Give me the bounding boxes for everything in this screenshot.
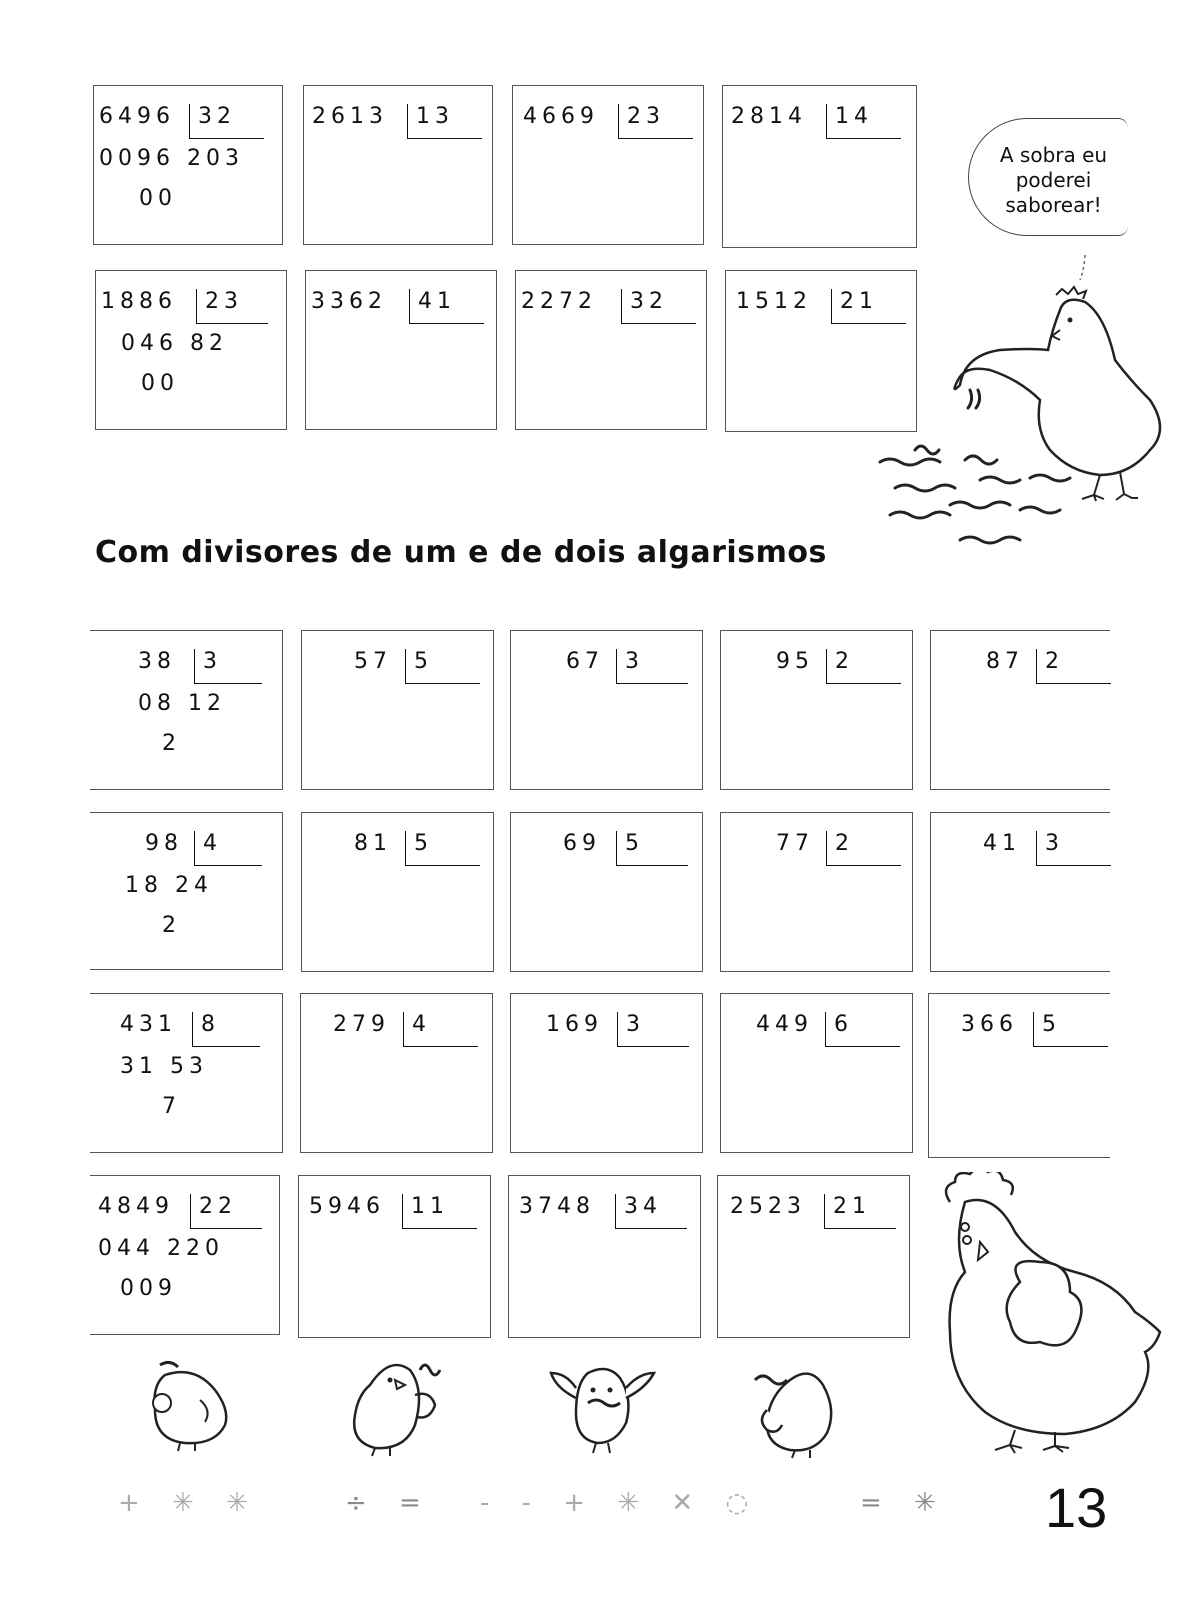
work-line-1: 31 53 — [120, 1054, 208, 1079]
work-line-1: 046 82 — [121, 331, 228, 356]
division-bracket — [825, 1046, 900, 1047]
division-box[interactable] — [928, 993, 1110, 1158]
dividend: 67 — [566, 649, 604, 674]
division-bracket — [403, 1046, 478, 1047]
dividend: 81 — [354, 831, 392, 856]
division-box[interactable] — [298, 1175, 491, 1338]
ornament-strip-mid: ÷ = — [345, 1488, 433, 1518]
dividend: 87 — [986, 649, 1024, 674]
division-bracket — [405, 865, 480, 866]
speech-line-3: saborear! — [1005, 193, 1102, 217]
division-box[interactable] — [305, 270, 497, 430]
division-bracket — [618, 138, 693, 139]
division-box[interactable] — [90, 1175, 280, 1335]
divisor: 5 — [616, 831, 644, 865]
division-box[interactable] — [90, 630, 283, 790]
divisor: 3 — [616, 649, 644, 683]
division-bracket — [402, 1228, 477, 1229]
chick-illustration-2 — [340, 1350, 450, 1460]
divisor: 2 — [826, 831, 854, 865]
work-line-2: 00 — [139, 186, 177, 211]
dividend: 6496 — [99, 104, 175, 129]
division-box[interactable] — [303, 85, 493, 245]
divisor: 3 — [1036, 831, 1064, 865]
divisor: 23 — [196, 289, 243, 323]
divisor: 34 — [615, 1194, 662, 1228]
dividend: 98 — [145, 831, 183, 856]
dividend: 169 — [546, 1012, 603, 1037]
dividend: 431 — [120, 1012, 177, 1037]
chick-illustration-3 — [548, 1358, 663, 1458]
division-bracket — [405, 683, 480, 684]
dividend: 5946 — [309, 1194, 385, 1219]
division-bracket — [407, 138, 482, 139]
division-bracket — [196, 323, 268, 324]
division-box[interactable] — [510, 630, 703, 790]
dividend: 2613 — [312, 104, 388, 129]
division-bracket — [194, 865, 262, 866]
work-line-1: 18 24 — [125, 873, 213, 898]
page-number: 13 — [1045, 1476, 1108, 1539]
work-line-1: 044 220 — [98, 1236, 224, 1261]
dividend: 2523 — [730, 1194, 806, 1219]
divisor: 5 — [405, 649, 433, 683]
division-box[interactable] — [90, 812, 283, 970]
dividend: 4669 — [523, 104, 599, 129]
divisor: 13 — [407, 104, 454, 138]
work-line-2: 009 — [120, 1276, 177, 1301]
dividend: 2814 — [731, 104, 807, 129]
dividend: 3748 — [519, 1194, 595, 1219]
division-bracket — [826, 865, 901, 866]
dividend: 77 — [776, 831, 814, 856]
division-box[interactable] — [300, 993, 493, 1153]
divisor: 21 — [831, 289, 878, 323]
division-box[interactable] — [93, 85, 283, 245]
divisor: 5 — [405, 831, 433, 865]
work-line-2: 00 — [141, 371, 179, 396]
dividend: 366 — [961, 1012, 1018, 1037]
work-line-1: 08 12 — [138, 691, 226, 716]
division-box[interactable] — [930, 630, 1110, 790]
divisor: 4 — [403, 1012, 431, 1046]
big-hen-illustration — [935, 1172, 1165, 1457]
dividend: 1512 — [736, 289, 812, 314]
division-box[interactable] — [512, 85, 704, 245]
dividend: 41 — [983, 831, 1021, 856]
dividend: 38 — [138, 649, 176, 674]
division-box[interactable] — [95, 270, 287, 430]
division-bracket — [826, 683, 901, 684]
divisor: 2 — [826, 649, 854, 683]
chick-illustration-4 — [745, 1355, 855, 1460]
division-bracket — [192, 1046, 260, 1047]
division-box[interactable] — [720, 993, 913, 1153]
division-bracket — [616, 865, 688, 866]
dividend: 3362 — [311, 289, 387, 314]
division-box[interactable] — [717, 1175, 910, 1338]
divisor: 3 — [617, 1012, 645, 1046]
division-box[interactable] — [301, 812, 494, 972]
division-box[interactable] — [720, 630, 913, 790]
speech-bubble — [968, 118, 1128, 236]
ornament-strip-far: = ✳ — [860, 1488, 948, 1518]
chick-illustration-1 — [140, 1355, 240, 1455]
divisor: 21 — [824, 1194, 871, 1228]
hen-eating-worms-illustration — [870, 240, 1170, 560]
dividend: 57 — [354, 649, 392, 674]
dividend: 2272 — [521, 289, 597, 314]
division-box[interactable] — [508, 1175, 701, 1338]
speech-line-1: A sobra eu — [999, 143, 1108, 167]
divisor: 4 — [194, 831, 222, 865]
divisor: 14 — [826, 104, 873, 138]
division-bracket — [194, 683, 262, 684]
division-box[interactable] — [515, 270, 707, 430]
division-bracket — [1033, 1046, 1108, 1047]
division-box[interactable] — [722, 85, 917, 248]
ornament-strip-left: + ✳ ✳ — [118, 1488, 260, 1518]
division-bracket — [616, 683, 688, 684]
division-box[interactable] — [510, 993, 703, 1153]
work-line-2: 7 — [162, 1094, 181, 1119]
divisor: 6 — [825, 1012, 853, 1046]
division-bracket — [824, 1228, 896, 1229]
division-bracket — [615, 1228, 687, 1229]
dividend: 95 — [776, 649, 814, 674]
dividend: 69 — [563, 831, 601, 856]
division-box[interactable] — [930, 812, 1110, 972]
speech-line-2: poderei — [1015, 168, 1092, 192]
divisor: 32 — [189, 104, 236, 138]
dividend: 449 — [756, 1012, 813, 1037]
division-box[interactable] — [301, 630, 494, 790]
divisor: 32 — [621, 289, 668, 323]
division-bracket — [190, 1228, 262, 1229]
work-line-1: 0096 203 — [99, 146, 244, 171]
divisor: 23 — [618, 104, 665, 138]
division-box[interactable] — [720, 812, 913, 972]
division-bracket — [409, 323, 484, 324]
divisor: 22 — [190, 1194, 237, 1228]
division-bracket — [617, 1046, 689, 1047]
division-box[interactable] — [90, 993, 283, 1153]
division-bracket — [621, 323, 696, 324]
division-bracket — [1036, 865, 1111, 866]
division-bracket — [189, 138, 264, 139]
divisor: 11 — [402, 1194, 449, 1228]
divisor: 2 — [1036, 649, 1064, 683]
dividend: 1886 — [101, 289, 177, 314]
dividend: 4849 — [98, 1194, 174, 1219]
work-line-2: 2 — [162, 731, 181, 756]
divisor: 8 — [192, 1012, 220, 1046]
division-bracket — [1036, 683, 1111, 684]
dividend: 279 — [333, 1012, 390, 1037]
divisor: 5 — [1033, 1012, 1061, 1046]
divisor: 41 — [409, 289, 456, 323]
division-bracket — [826, 138, 901, 139]
divisor: 3 — [194, 649, 222, 683]
work-line-2: 2 — [162, 913, 181, 938]
division-box[interactable] — [510, 812, 703, 972]
ornament-strip-right: - - + ✳ ✕ ◌ — [480, 1488, 761, 1518]
section-title: Com divisores de um e de dois algarismos — [95, 535, 827, 570]
